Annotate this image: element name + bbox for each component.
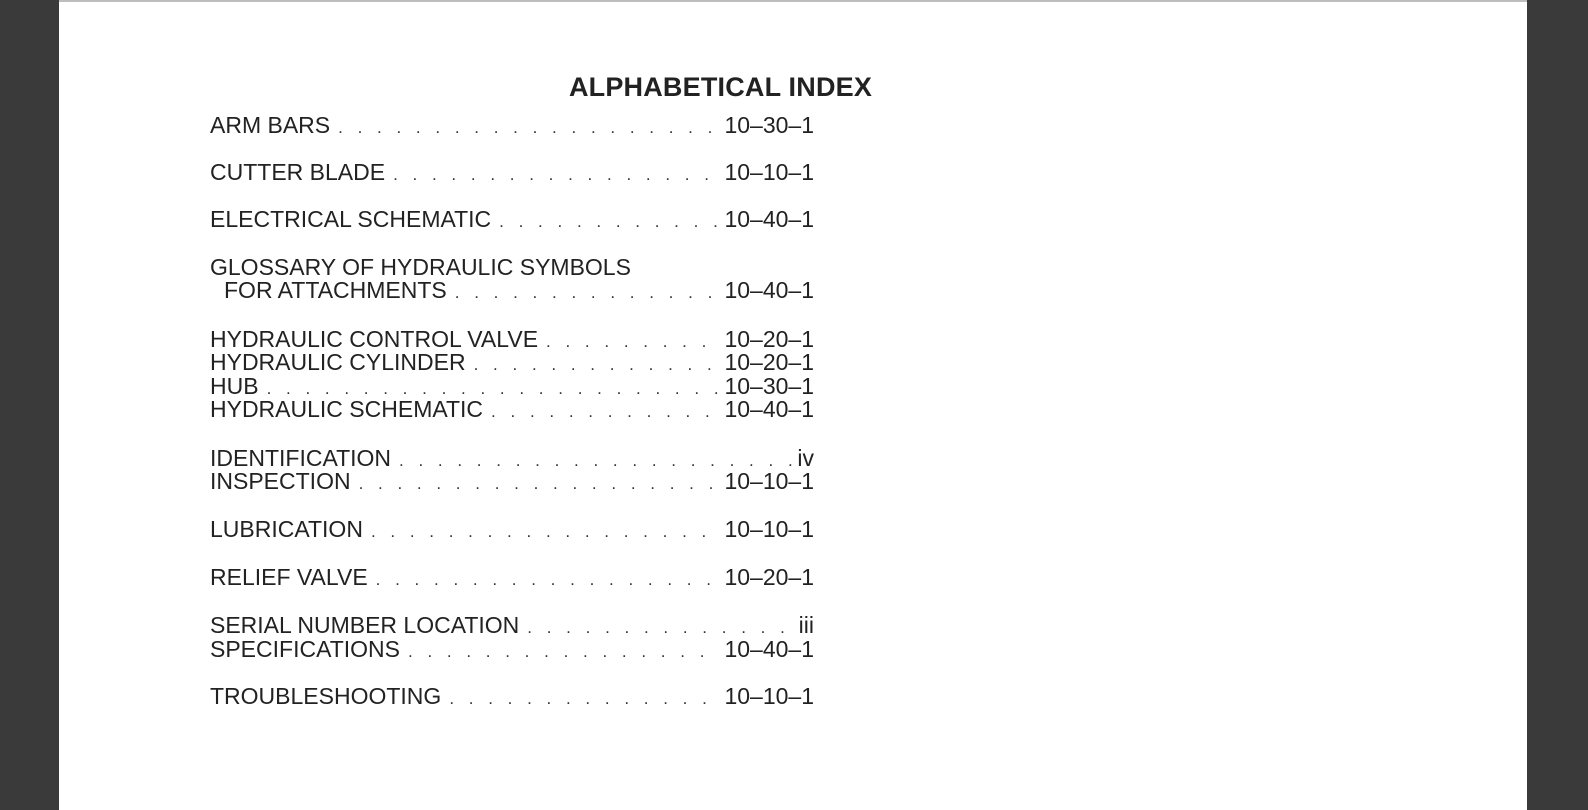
- index-page-ref: 10–20–1: [724, 564, 814, 590]
- dot-leader: [455, 280, 721, 306]
- index-term: LUBRICATION: [210, 516, 363, 542]
- index-term: TROUBLESHOOTING: [210, 683, 442, 709]
- document-page: [59, 0, 1527, 810]
- index-entry: [210, 206, 814, 232]
- index-entry: [210, 112, 814, 138]
- page-title: ALPHABETICAL INDEX: [568, 72, 873, 102]
- index-term: RELIEF VALVE: [210, 564, 368, 590]
- index-term: SPECIFICATIONS: [210, 636, 400, 662]
- index-page-ref: 10–20–1: [724, 349, 814, 375]
- index-term: HYDRAULIC CYLINDER: [210, 349, 466, 375]
- index-entry: [210, 564, 814, 590]
- index-page-ref: iii: [798, 612, 814, 638]
- index-page-ref: 10–20–1: [724, 326, 814, 352]
- index-term: HYDRAULIC CONTROL VALVE: [210, 326, 539, 352]
- index-term: SERIAL NUMBER LOCATION: [210, 612, 520, 638]
- index-term: ELECTRICAL SCHEMATIC: [210, 206, 492, 232]
- index-term: HYDRAULIC SCHEMATIC: [210, 396, 484, 422]
- index-page-ref: 10–30–1: [724, 373, 814, 399]
- dot-leader: [371, 519, 721, 545]
- index-term: HUB: [210, 373, 259, 399]
- index-entry: [210, 516, 814, 542]
- index-term: IDENTIFICATION: [210, 445, 392, 471]
- index-term: INSPECTION: [210, 468, 351, 494]
- dot-leader: [491, 399, 720, 425]
- index-entry: [210, 349, 814, 375]
- index-page-ref: 10–10–1: [724, 516, 814, 542]
- dot-leader: [449, 686, 720, 712]
- index-page-ref: 10–40–1: [724, 206, 814, 232]
- index-term: FOR ATTACHMENTS: [224, 277, 447, 303]
- index-page-ref: 10–10–1: [724, 683, 814, 709]
- index-entry: [210, 683, 814, 709]
- index-entry: [210, 396, 814, 422]
- index-page-ref: 10–40–1: [724, 636, 814, 662]
- index-page-ref: 10–40–1: [724, 277, 814, 303]
- index-term: ARM BARS: [210, 112, 331, 138]
- index-page-ref: 10–30–1: [724, 112, 814, 138]
- index-page-ref: 10–40–1: [724, 396, 814, 422]
- index-page-ref: iv: [797, 445, 814, 471]
- dot-leader: [499, 209, 720, 235]
- index-term-heading: GLOSSARY OF HYDRAULIC SYMBOLS: [210, 254, 631, 280]
- dot-leader: [408, 639, 720, 665]
- index-entry: [210, 612, 814, 638]
- dot-leader: [338, 115, 720, 141]
- dot-leader: [393, 162, 720, 188]
- index-entry: [210, 468, 814, 494]
- index-entry: [210, 277, 814, 303]
- dot-leader: [359, 471, 721, 497]
- index-page-ref: 10–10–1: [724, 468, 814, 494]
- index-entry: [210, 636, 814, 662]
- dot-leader: [376, 567, 721, 593]
- index-entry: [210, 159, 814, 185]
- index-page-ref: 10–10–1: [724, 159, 814, 185]
- index-term: CUTTER BLADE: [210, 159, 386, 185]
